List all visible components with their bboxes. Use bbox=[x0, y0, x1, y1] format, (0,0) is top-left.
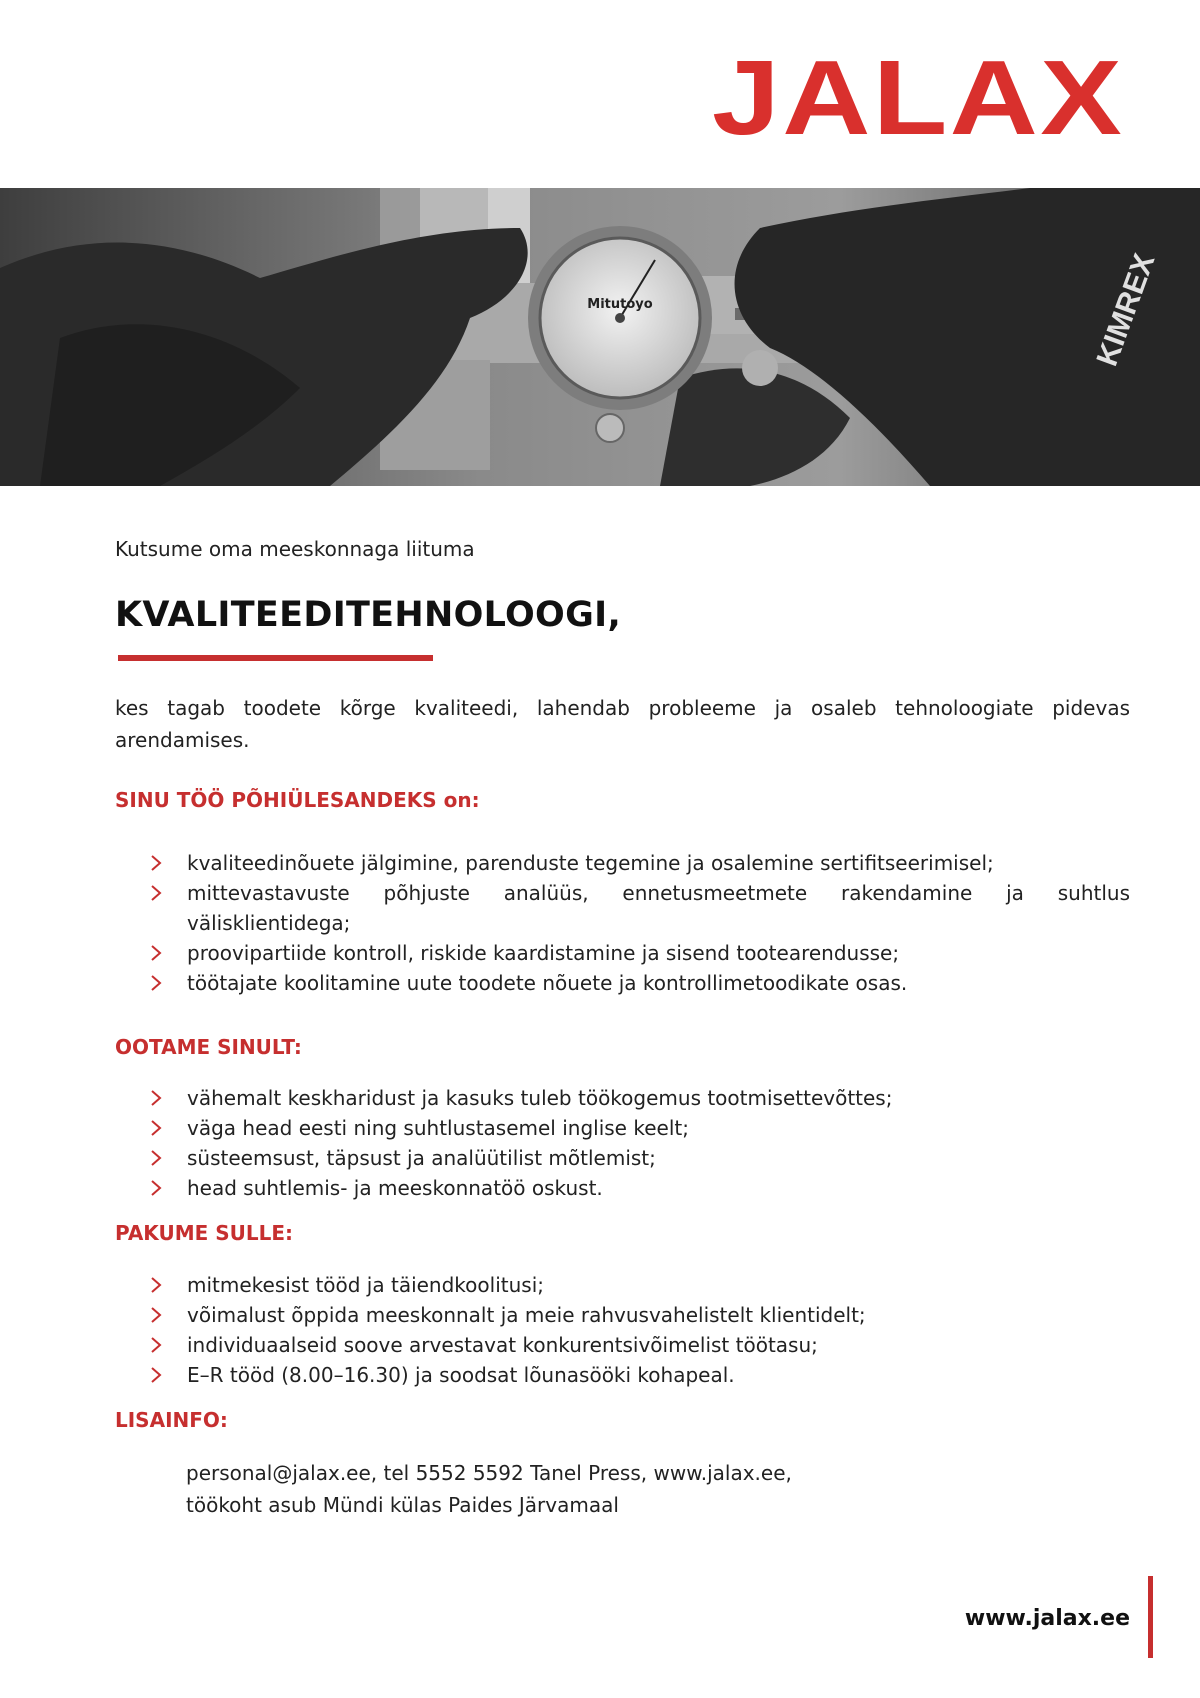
header-photo bbox=[0, 188, 1200, 486]
list-item: vähemalt keskharidust ja kasuks tuleb töökogemus tootmisettevõttes; bbox=[150, 1083, 1130, 1113]
expect-list bbox=[150, 1083, 1130, 1203]
job-title: KVALITEEDITEHNOLOOGI, bbox=[115, 595, 622, 635]
chevron-right-icon bbox=[150, 884, 162, 902]
footer-accent-bar bbox=[1148, 1576, 1153, 1658]
logo-wordmark: JALAX bbox=[712, 50, 1124, 145]
chevron-right-icon bbox=[150, 1306, 162, 1324]
expect-heading: OOTAME SINULT: bbox=[115, 1035, 302, 1059]
info-heading: LISAINFO: bbox=[115, 1408, 228, 1432]
list-item: head suhtlemis- ja meeskonnatöö oskust. bbox=[150, 1173, 1130, 1203]
chevron-right-icon bbox=[150, 1179, 162, 1197]
chevron-right-icon bbox=[150, 944, 162, 962]
list-item: mittevastavuste põhjuste analüüs, ennetusmeetmete rakendamine ja suhtlus välisklientidega; bbox=[150, 878, 1130, 938]
list-item: väga head eesti ning suhtlustasemel inglise keelt; bbox=[150, 1113, 1130, 1143]
chevron-right-icon bbox=[150, 1089, 162, 1107]
tasks-list bbox=[150, 848, 1130, 998]
list-item: kvaliteedinõuete jälgimine, parenduste tegemine ja osalemine sertifitseerimisel; bbox=[150, 848, 1130, 878]
dial-brand: Mitutoyo bbox=[587, 297, 653, 312]
list-item: süsteemsust, täpsust ja analüütilist mõtlemist; bbox=[150, 1143, 1130, 1173]
title-underline bbox=[118, 655, 433, 661]
location-line: töökoht asub Mündi külas Paides Järvamaal bbox=[186, 1493, 619, 1517]
tasks-heading: SINU TÖÖ PÕHIÜLESANDEKS on: bbox=[115, 788, 480, 812]
chevron-right-icon bbox=[150, 1276, 162, 1294]
chevron-right-icon bbox=[150, 1149, 162, 1167]
list-item: proovipartiide kontroll, riskide kaardistamine ja sisend tootearendusse; bbox=[150, 938, 1130, 968]
contact-line: personal@jalax.ee, tel 5552 5592 Tanel Press, www.jalax.ee, bbox=[186, 1461, 792, 1485]
chevron-right-icon bbox=[150, 854, 162, 872]
list-item: individuaalseid soove arvestavat konkurentsivõimelist töötasu; bbox=[150, 1330, 1130, 1360]
glove-print: KIMREX bbox=[1090, 249, 1162, 371]
chevron-right-icon bbox=[150, 1336, 162, 1354]
offer-list bbox=[150, 1270, 1130, 1390]
jalax-logo bbox=[708, 50, 1128, 145]
chevron-right-icon bbox=[150, 1366, 162, 1384]
list-item: mitmekesist tööd ja täiendkoolitusi; bbox=[150, 1270, 1130, 1300]
chevron-right-icon bbox=[150, 974, 162, 992]
chevron-right-icon bbox=[150, 1119, 162, 1137]
offer-heading: PAKUME SULLE: bbox=[115, 1221, 294, 1245]
list-item: E–R tööd (8.00–16.30) ja soodsat lõunasööki kohapeal. bbox=[150, 1360, 1130, 1390]
list-item: töötajate koolitamine uute toodete nõuete ja kontrollimetoodikate osas. bbox=[150, 968, 1130, 998]
list-item: võimalust õppida meeskonnalt ja meie rahvusvahelistelt klientidelt; bbox=[150, 1300, 1130, 1330]
footer-website-link[interactable]: www.jalax.ee bbox=[964, 1606, 1130, 1631]
lead-paragraph: kes tagab toodete kõrge kvaliteedi, lahendab probleeme ja osaleb tehnoloogiate pidevas arendamises. bbox=[115, 696, 1130, 752]
contact-info bbox=[186, 1457, 792, 1521]
intro-text: Kutsume oma meeskonnaga liituma bbox=[115, 537, 475, 561]
